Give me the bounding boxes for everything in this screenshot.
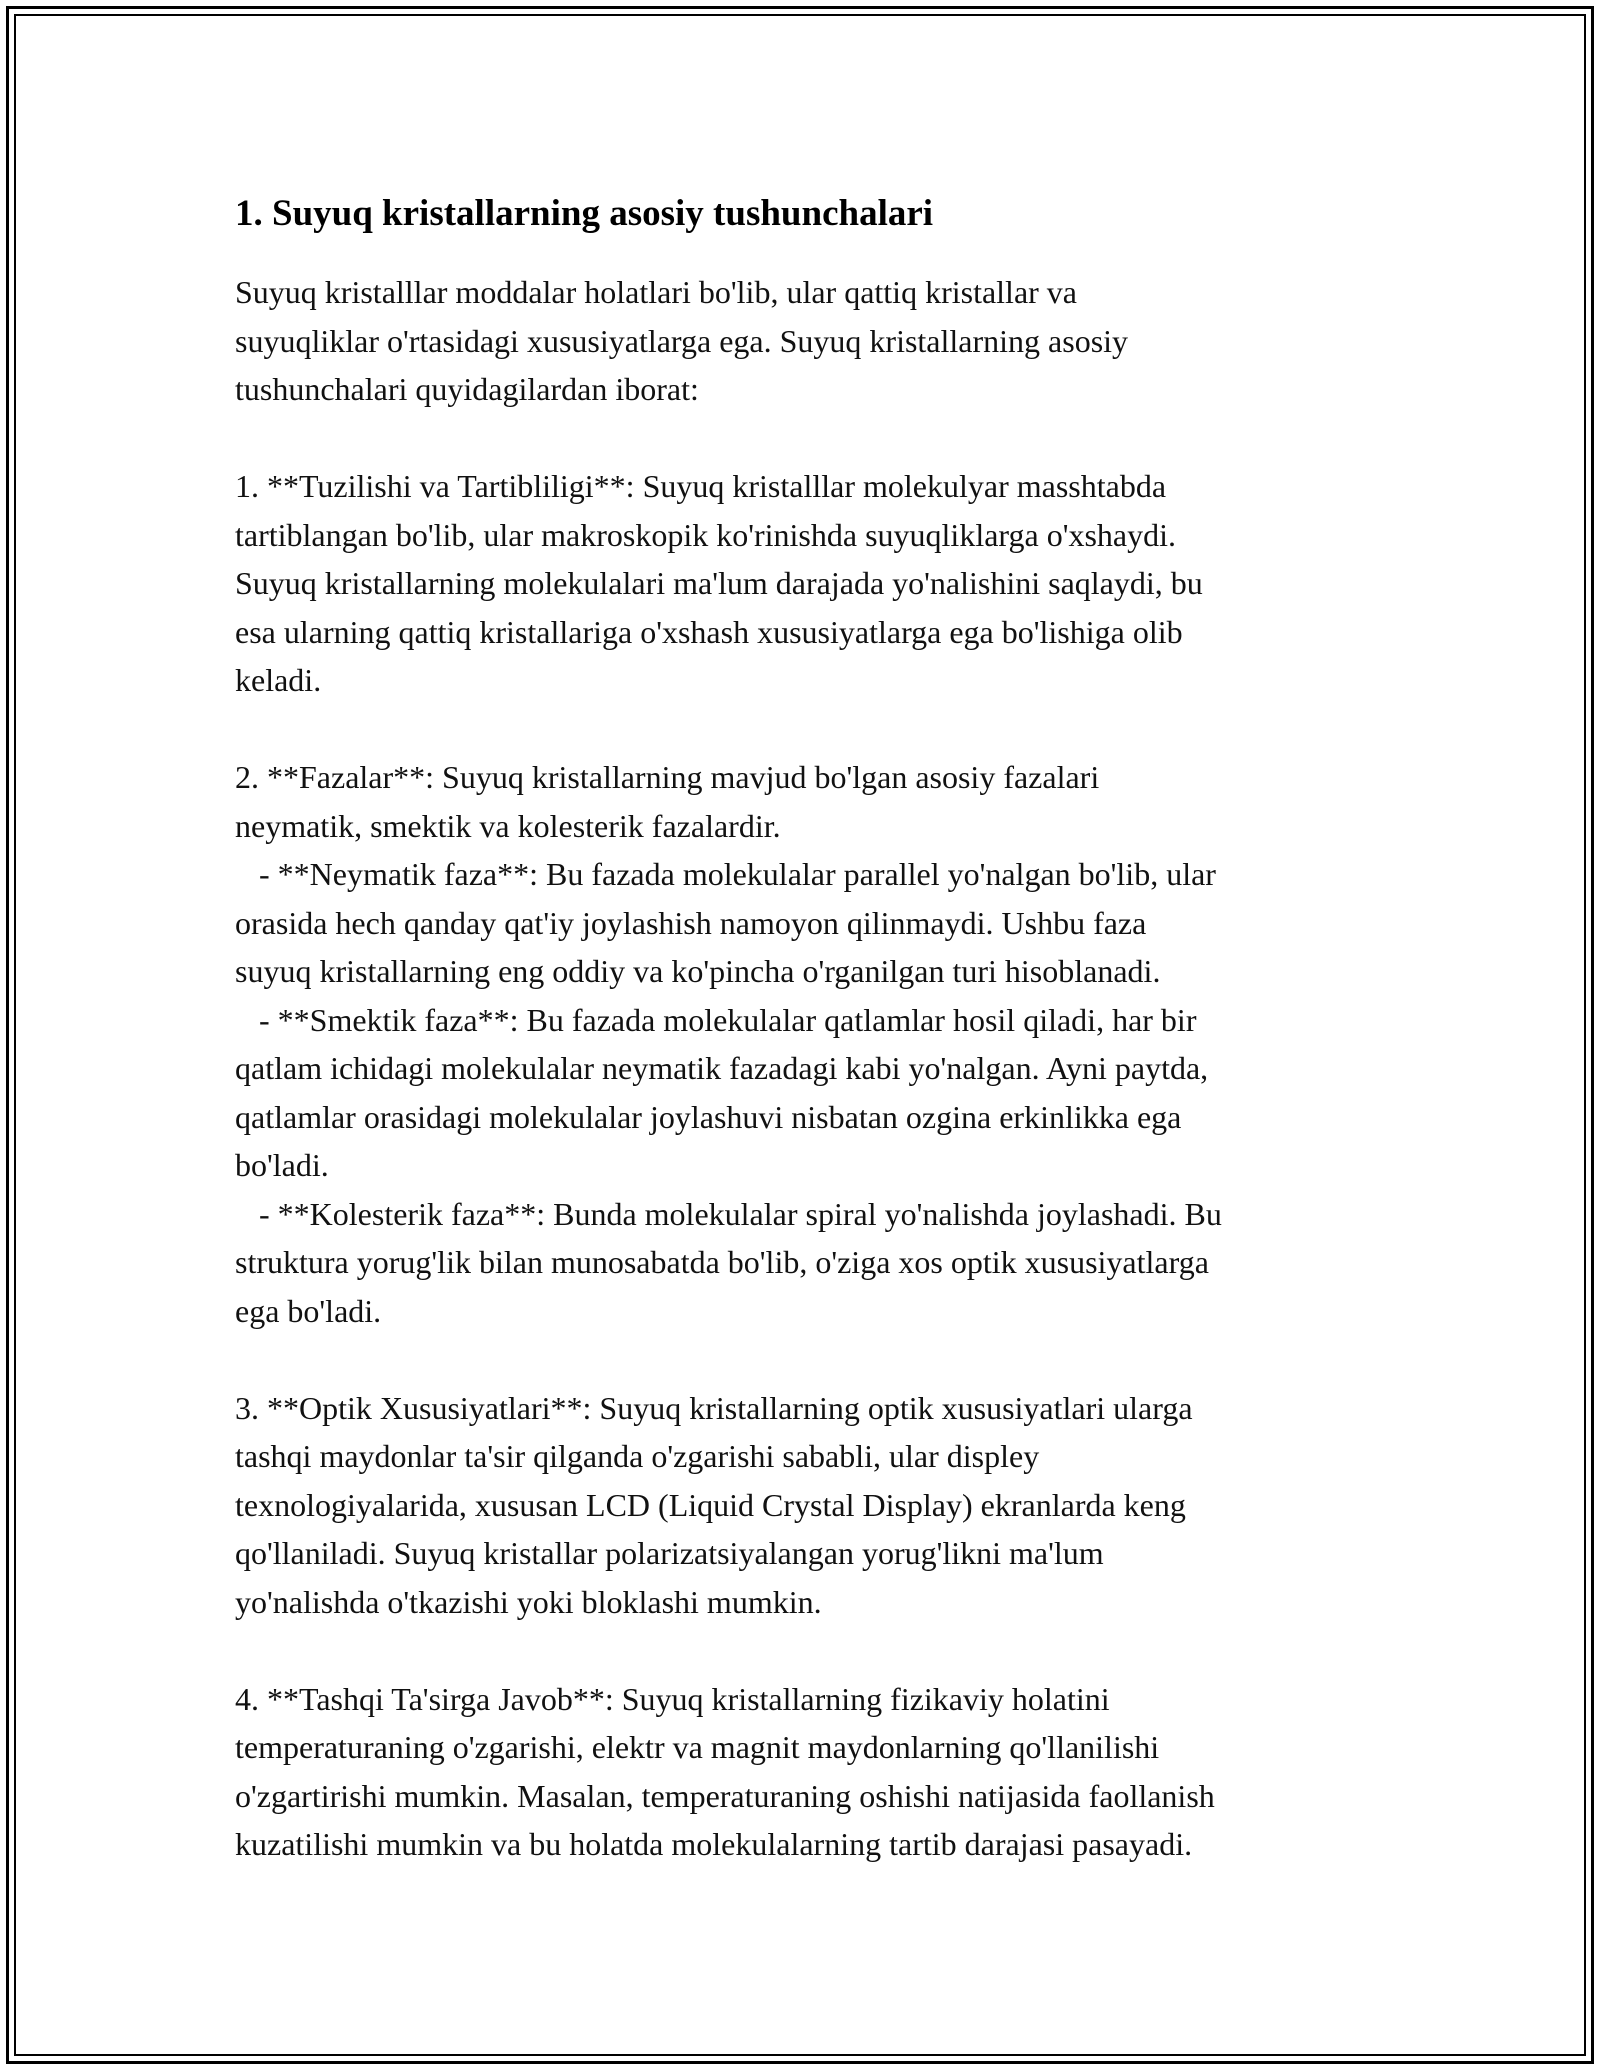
text-line: tartiblangan bo'lib, ular makroskopik ko'rinishda suyuqliklarga o'xshaydi. [235,516,1176,553]
text-line: o'zgartirishi mumkin. Masalan, temperaturaning oshishi natijasida faollanish [235,1777,1215,1814]
item-structure [235,462,1375,705]
text-line: - **Smektik faza**: Bu fazada molekulalar qatlamlar hosil qiladi, har bir [235,1001,1197,1038]
text-line: Suyuq kristallarning molekulalari ma'lum darajada yo'nalishini saqlaydi, bu [235,565,1203,601]
text-line: texnologiyalarida, xususan LCD (Liquid Crystal Display) ekranlarda keng [235,1486,1186,1523]
intro-paragraph [235,268,1375,414]
text-line: qatlamlar orasidagi molekulalar joylashuvi nisbatan ozgina erkinlikka ega [235,1098,1182,1135]
text-line: ega bo'ladi. [235,1292,382,1329]
text-line: struktura yorug'lik bilan munosabatda bo'lib, o'ziga xos optik xususiyatlarga [235,1244,1209,1280]
text-line: 3. **Optik Xususiyatlari**: Suyuq kristallarning optik xususiyatlari ularga [235,1389,1193,1426]
item-optical [235,1384,1375,1627]
item-external-response [235,1675,1375,1869]
text-line: neymatik, smektik va kolesterik fazalardir. [235,807,781,844]
text-line: 1. **Tuzilishi va Tartibliligi**: Suyuq kristalllar molekulyar masshtabda [235,468,1167,504]
text-line: esa ularning qattiq kristallariga o'xshash xususiyatlarga ega bo'lishiga olib [235,613,1183,650]
section-heading: 1. Suyuq kristallarning asosiy tushunchalari [235,193,934,234]
text-line: 2. **Fazalar**: Suyuq kristallarning mavjud bo'lgan asosiy fazalari [235,759,1100,795]
text-line: temperaturaning o'zgarishi, elektr va magnit maydonlarning qo'llanilishi [235,1729,1160,1765]
text-line: - **Kolesterik faza**: Bunda molekulalar spiral yo'nalishda joylashadi. Bu [235,1195,1222,1232]
text-line: bo'ladi. [235,1147,329,1183]
item-phases [235,753,1375,1335]
text-line: orasida hech qanday qat'iy joylashish namoyon qilinmaydi. Ushbu faza [235,904,1147,941]
text-line: qo'llaniladi. Suyuq kristallar polarizatsiyalangan yorug'likni ma'lum [235,1535,1104,1571]
text-line: tashqi maydonlar ta'sir qilganda o'zgarishi sababli, ular displey [235,1438,1040,1474]
text-line: Suyuq kristalllar moddalar holatlari bo'lib, ular qattiq kristallar va [235,274,1077,310]
text-line: yo'nalishda o'tkazishi yoki bloklashi mumkin. [235,1583,822,1620]
text-line: 4. **Tashqi Ta'sirga Javob**: Suyuq kristallarning fizikaviy holatini [235,1680,1110,1717]
text-line: suyuq kristallarning eng oddiy va ko'pincha o'rganilgan turi hisoblanadi. [235,953,1161,989]
text-line: - **Neymatik faza**: Bu fazada molekulalar parallel yo'nalgan bo'lib, ular [235,856,1216,892]
text-line: qatlam ichidagi molekulalar neymatik fazadagi kabi yo'nalgan. Ayni paytda, [235,1050,1209,1086]
text-line: suyuqliklar o'rtasidagi xususiyatlarga ega. Suyuq kristallarning asosiy [235,322,1129,359]
text-line: kuzatilishi mumkin va bu holatda molekulalarning tartib darajasi pasayadi. [235,1826,1193,1862]
document-content [235,190,1375,1869]
text-line: tushunchalari quyidagilardan iborat: [235,371,699,407]
text-line: keladi. [235,662,322,698]
